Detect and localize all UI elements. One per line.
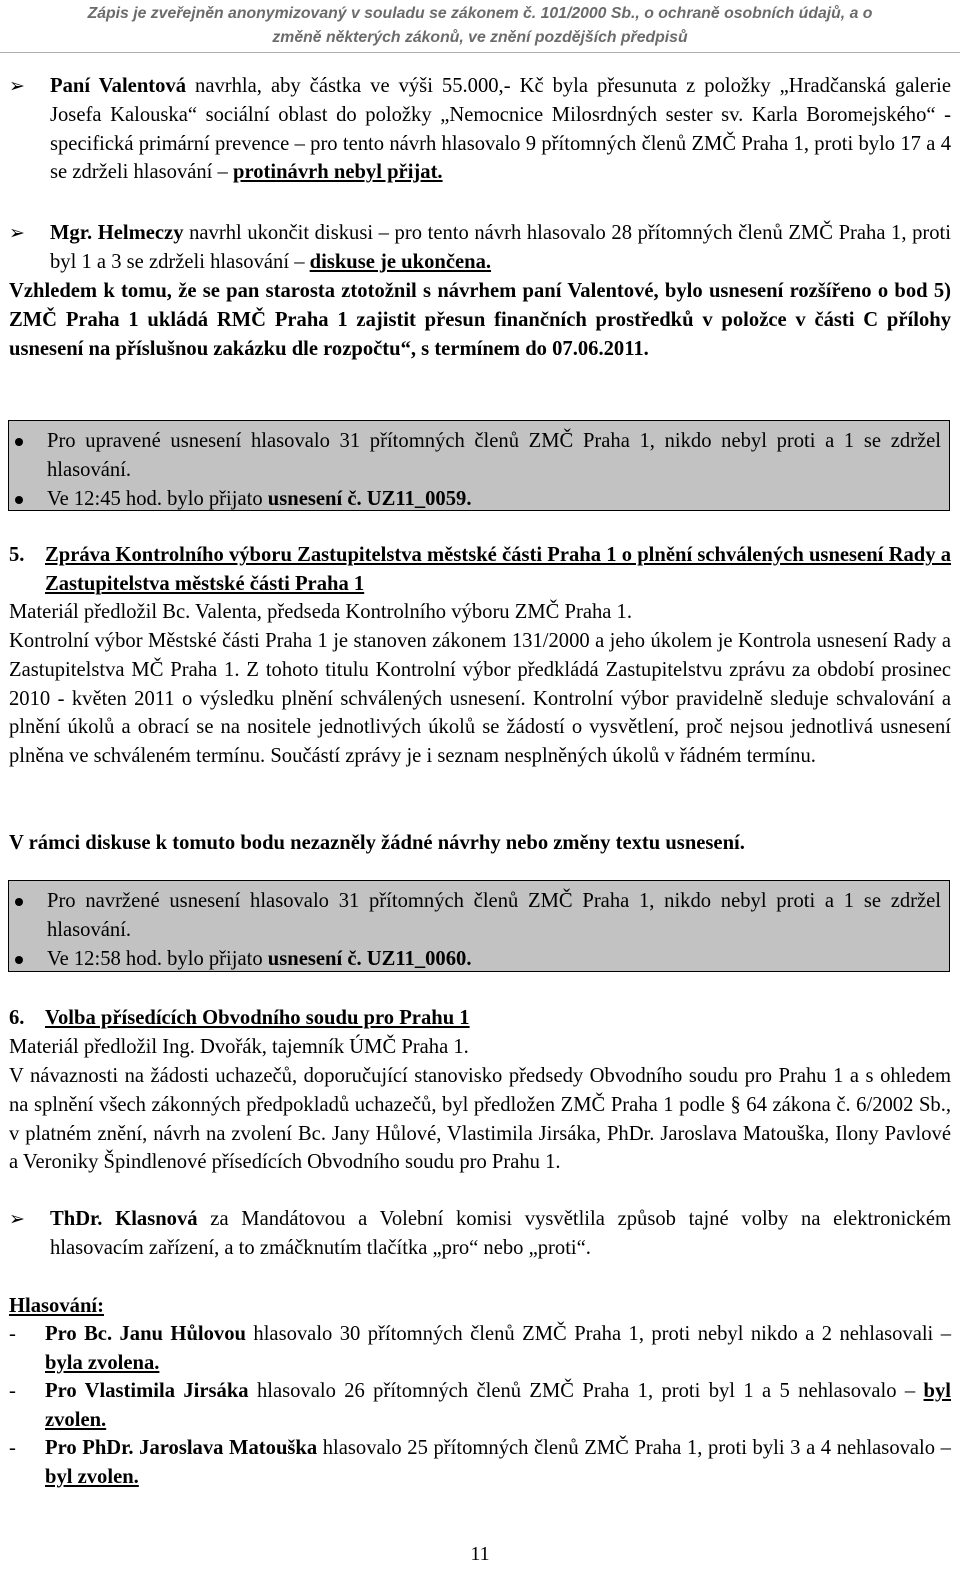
vote-item-hulova <box>9 1320 951 1378</box>
vote-result-box-1 <box>8 420 950 511</box>
section-5-heading <box>9 541 951 599</box>
candidate-name: Pro Bc. Janu Hůlovou <box>45 1323 246 1345</box>
anonymization-notice <box>0 2 960 50</box>
dash-bullet: - <box>9 1323 16 1345</box>
header-line-1: Zápis je zveřejněn anonymizovaný v souladu se zákonem č. 101/2000 Sb., o ochraně osobních údajů, a o <box>87 5 873 22</box>
vote-line-1: Pro upravené usnesení hlasovalo 31 přítomných členů ZMČ Praha 1, nikdo nebyl proti a 1 se zdržel hlasování. <box>11 427 941 485</box>
resolution-number: usnesení č. UZ11_0060. <box>267 947 472 970</box>
bullet-dot-icon <box>15 898 23 906</box>
proposal-valentova-text <box>50 72 951 187</box>
section-5-body: Kontrolní výbor Městské části Praha 1 je stanoven zákonem 131/2000 a jeho úkolem je Kontrola usnesení Rady a Zastupitelstva MČ Praha 1. Z tohoto titulu Kontrolní výbor předkládá Zastupitelstvu zprávu za období prosinec 2010 - květen 2011 o výsledku plnění schválených usnesení. Kontrolní výbor pravidelně sleduje schvalování a plnění úkolů a obrací se na nositele jednotlivých úkolů se žádostí o vysvětlení, proč nejsou jednotlivá usnesení plněna ve schváleném termínu. Součástí zprávy je i seznam nesplněných úkolů v řádném termínu. <box>9 630 951 768</box>
vote-counts: hlasovalo 25 přítomných členů ZMČ Praha 1, proti byli 3 a 4 nehlasovalo – <box>317 1437 951 1459</box>
page-number: 11 <box>470 1543 490 1565</box>
bullet-dot-icon <box>15 956 23 964</box>
vote-item-matousek <box>9 1434 951 1492</box>
header-divider <box>0 52 960 53</box>
arrow-bullet-icon: ➢ <box>9 222 25 244</box>
proposal-klasnova <box>9 1205 951 1263</box>
vote-line-1: Pro navržené usnesení hlasovalo 31 přítomných členů ZMČ Praha 1, nikdo nebyl proti a 1 se zdržel hlasování. <box>11 887 941 945</box>
vote-outcome: byl zvolen. <box>45 1380 952 1431</box>
speaker-name: Mgr. Helmeczy <box>50 222 184 244</box>
resolution-number: usnesení č. UZ11_0059. <box>267 487 472 510</box>
dash-bullet: - <box>9 1380 16 1402</box>
proposal-result: diskuse je ukončena. <box>309 250 492 273</box>
section-5-presenter: Materiál předložil Bc. Valenta, předseda Kontrolního výboru ZMČ Praha 1. <box>9 601 633 623</box>
proposal-helmeczy <box>9 219 951 277</box>
candidate-name: Pro Vlastimila Jirsáka <box>45 1380 249 1402</box>
speaker-name: Paní Valentová <box>50 75 187 97</box>
vote-outcome: byla zvolena. <box>45 1351 160 1374</box>
proposal-body: navrhla, aby částka ve výši 55.000,- Kč byla přesunuta z položky „Hradčanská galerie Josefa Kalouska“ sociální oblast do položky „Nemocnice Milosrdných sester sv. Karla Boromejského“ - specifická primární prevence – pro tento návrh hlasovalo 9 přítomných členů ZMČ Praha 1, proti bylo 17 a 4 se zdrželi hlasování – <box>50 75 951 184</box>
candidate-name: Pro PhDr. Jaroslava Matouška <box>45 1437 318 1459</box>
section-6-presenter: Materiál předložil Ing. Dvořák, tajemník ÚMČ Praha 1. <box>9 1036 469 1058</box>
vote-line-2: Ve 12:58 hod. bylo přijato usnesení č. UZ11_0060. <box>11 945 941 974</box>
vote-result-box-2 <box>8 880 950 972</box>
vote-item-text <box>45 1377 951 1435</box>
arrow-bullet-icon: ➢ <box>9 1208 25 1230</box>
vote-item-text <box>45 1320 951 1378</box>
vote-item-jirsak <box>9 1377 951 1435</box>
voting-heading: Hlasování: <box>9 1295 104 1317</box>
section-6-heading <box>9 1004 951 1033</box>
speaker-name: ThDr. Klasnová <box>50 1208 198 1230</box>
section-number: 5. <box>9 544 25 566</box>
bullet-dot-icon <box>15 438 23 446</box>
vote-outcome: byl zvolen. <box>45 1465 139 1488</box>
section-5-discussion: V rámci diskuse k tomuto bodu nezazněly žádné návrhy nebo změny textu usnesení. <box>9 832 745 854</box>
header-line-2: změně některých zákonů, ve znění pozdějších předpisů <box>272 29 688 46</box>
resolution-extension: Vzhledem k tomu, že se pan starosta ztotožnil s návrhem paní Valentové, bylo usnesení rozšířeno o bod 5) ZMČ Praha 1 ukládá RMČ Praha 1 zajistit přesun finančních prostředků v položce v části C přílohy usnesení na příslušnou zakázku dle rozpočtu“, s termínem do 07.06.2011. <box>9 280 951 360</box>
proposal-valentova <box>9 72 951 187</box>
bullet-dot-icon <box>15 496 23 504</box>
vote-line-2: Ve 12:45 hod. bylo přijato usnesení č. UZ11_0059. <box>11 485 941 514</box>
section-title: Zpráva Kontrolního výboru Zastupitelstva městské části Praha 1 o plnění schválených usnesení Rady a Zastupitelstva městské části Praha 1 <box>45 544 951 595</box>
vote-item-text <box>45 1434 951 1492</box>
proposal-klasnova-text <box>50 1205 951 1263</box>
section-title: Volba přísedících Obvodního soudu pro Prahu 1 <box>45 1007 470 1029</box>
proposal-helmeczy-text <box>50 219 951 277</box>
proposal-result: protinávrh nebyl přijat. <box>233 161 443 184</box>
arrow-bullet-icon: ➢ <box>9 75 25 97</box>
section-number: 6. <box>9 1007 25 1029</box>
section-6-body: V návaznosti na žádosti uchazečů, doporučující stanovisko předsedy Obvodního soudu pro Prahu 1 a s ohledem na splnění všech zákonných předpokladů uchazečů, byl předložen ZMČ Praha 1 podle § 64 zákona č. 6/2002 Sb., v platném znění, návrh na zvolení Bc. Jany Hůlové, Vlastimila Jirsáka, PhDr. Jaroslava Matouška, Ilony Pavlové a Veroniky Špindlenové přísedících Obvodního soudu pro Prahu 1. <box>9 1065 951 1174</box>
dash-bullet: - <box>9 1437 16 1459</box>
proposal-body: za Mandátovou a Volební komisi vysvětlila způsob tajné volby na elektronickém hlasovacím zařízení, a to zmáčknutím tlačítka „pro“ nebo „proti“. <box>50 1208 951 1259</box>
vote-counts: hlasovalo 30 přítomných členů ZMČ Praha 1, proti nebyl nikdo a 2 nehlasovali – <box>245 1323 951 1345</box>
vote-counts: hlasovalo 26 přítomných členů ZMČ Praha 1, proti byl 1 a 5 nehlasovalo – <box>248 1380 924 1402</box>
proposal-body: navrhl ukončit diskusi – pro tento návrh hlasovalo 28 přítomných členů ZMČ Praha 1, proti byl 1 a 3 se zdrželi hlasování – <box>50 222 951 273</box>
